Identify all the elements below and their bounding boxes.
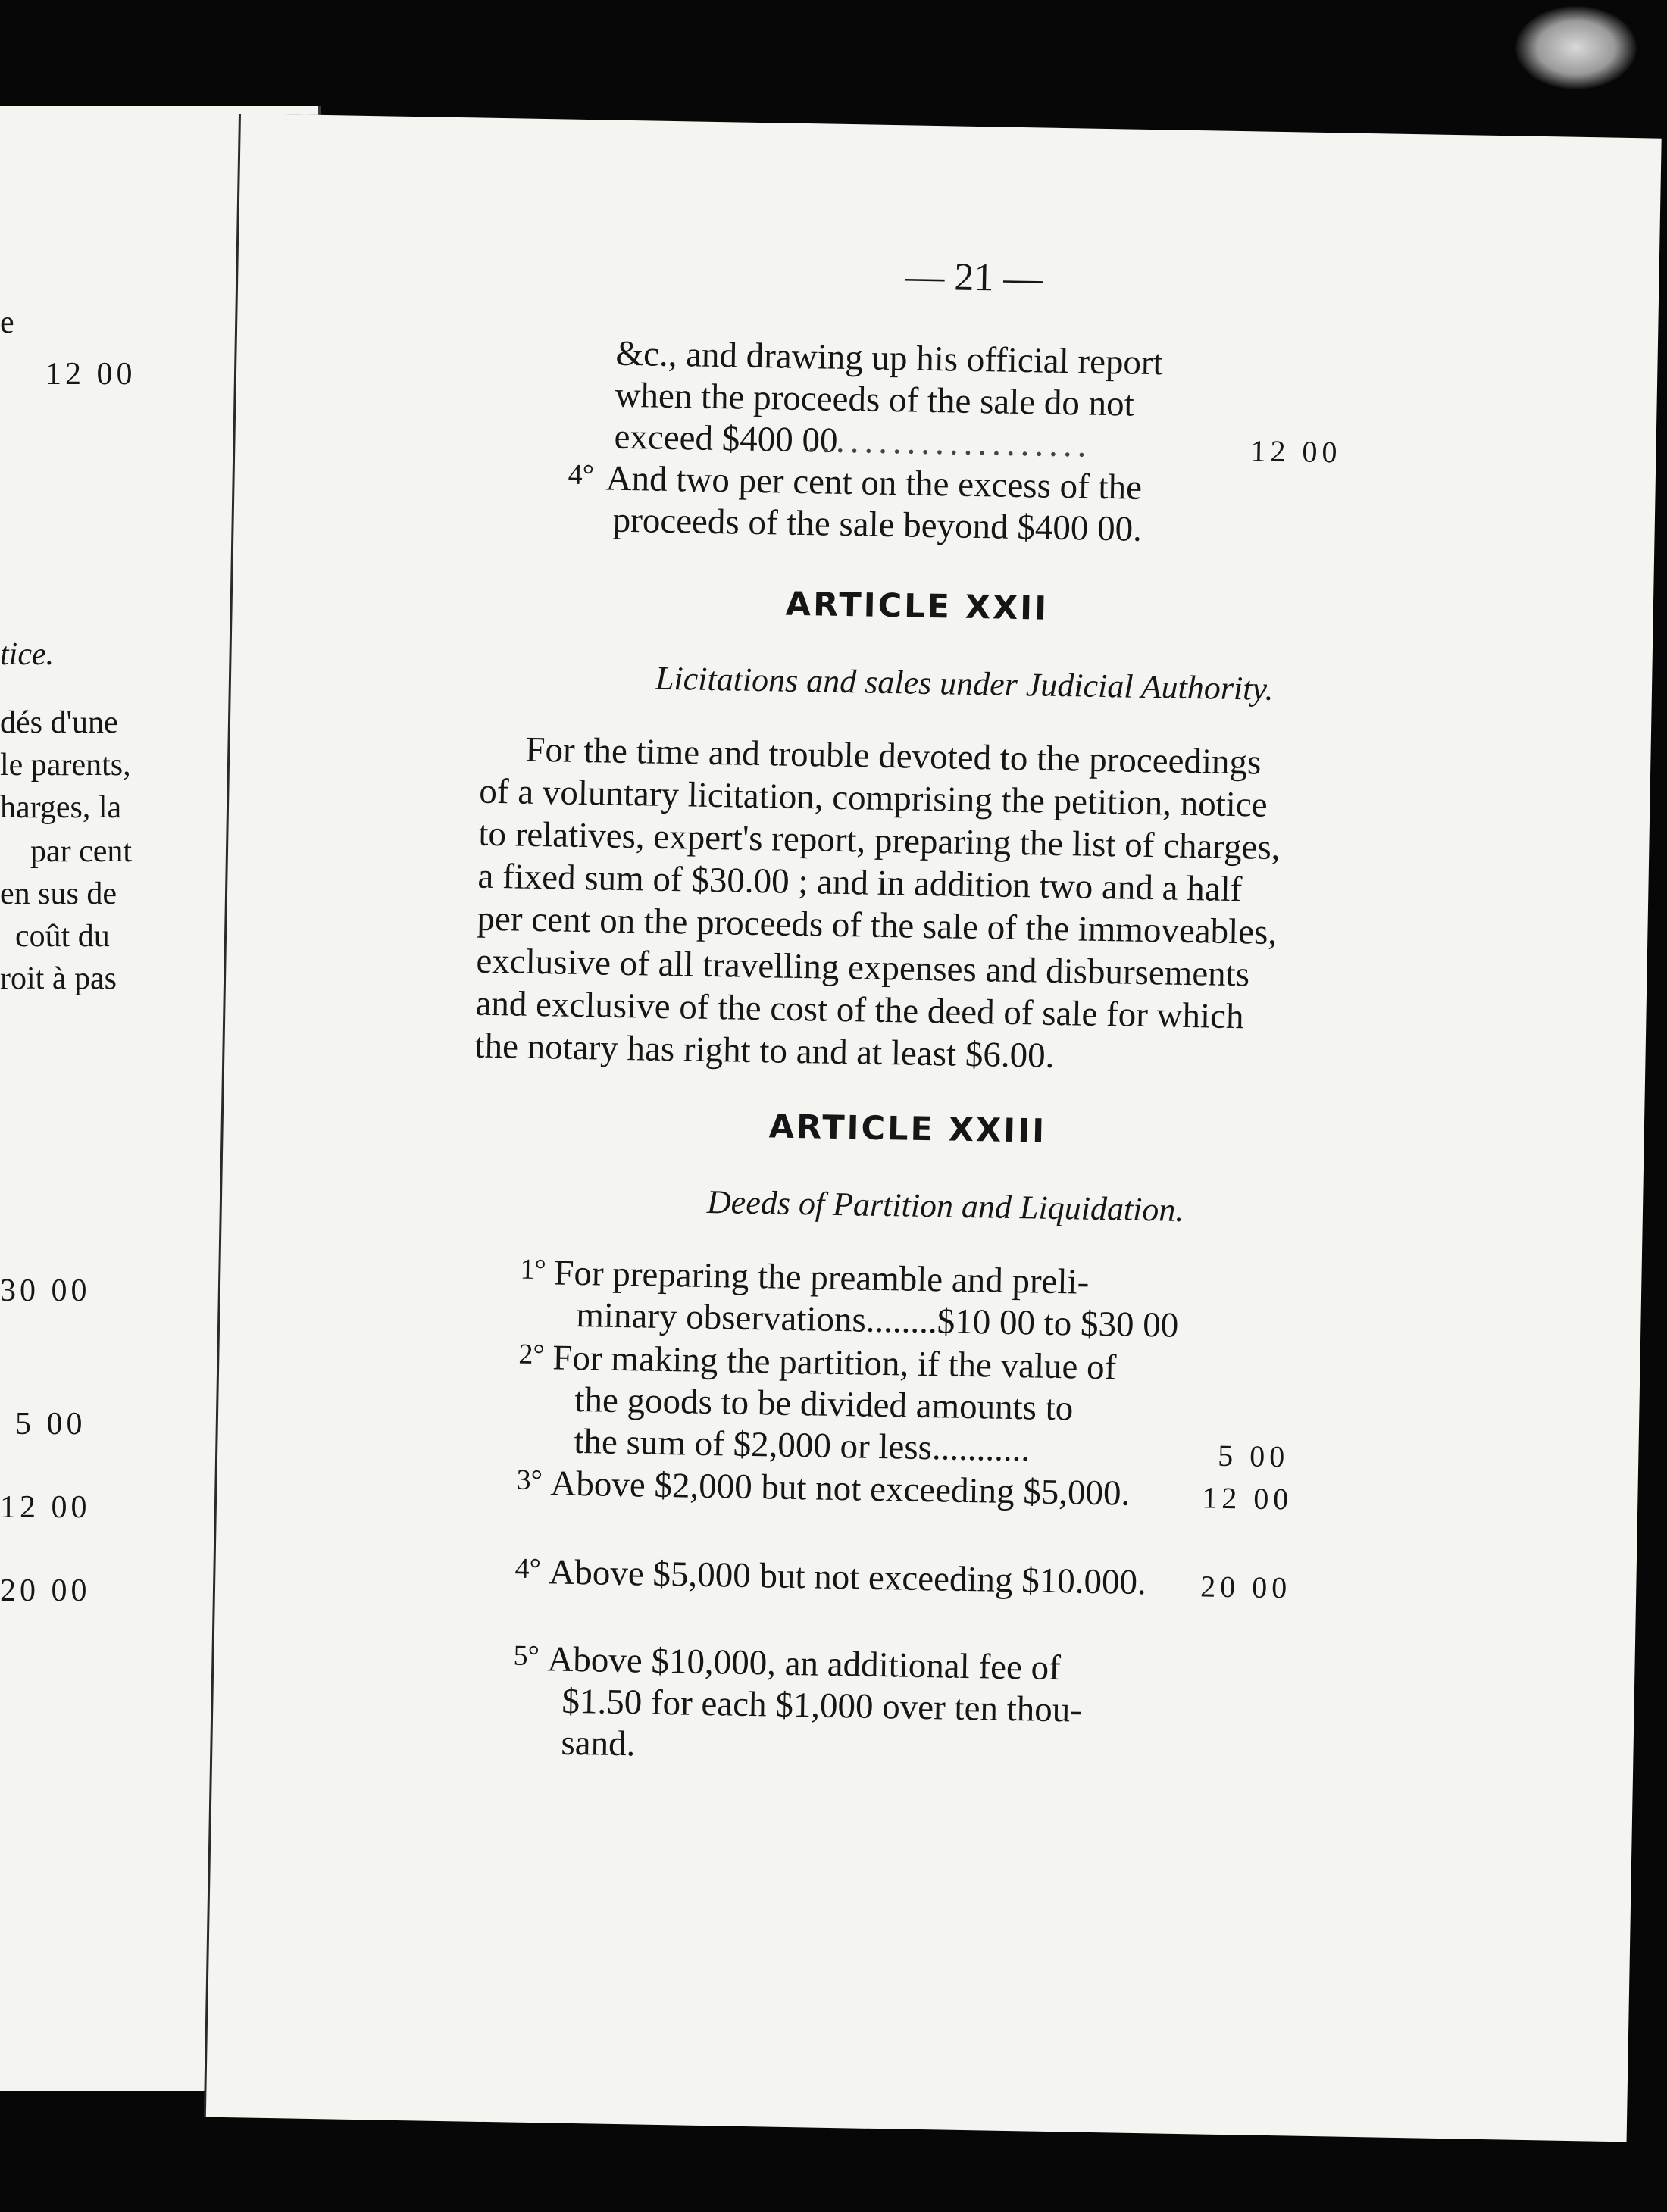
fee-amount: 12 00: [1250, 433, 1342, 470]
left-fragment: roit à pas: [0, 961, 117, 996]
text-line: Above $10,000, an additional fee of: [546, 1639, 1062, 1689]
item-number: 3°: [516, 1464, 543, 1497]
left-amount: 30 00: [0, 1273, 91, 1308]
text-line: For preparing the preamble and preli-: [553, 1253, 1090, 1302]
item-number: 1°: [520, 1253, 546, 1286]
text-line: And two per cent on the excess of the: [605, 458, 1143, 508]
text-line: sand.: [561, 1723, 636, 1764]
right-main-page: [206, 114, 1662, 2142]
fee-amount: 5 00: [1217, 1438, 1290, 1474]
text-line: the goods to be divided amounts to: [574, 1379, 1074, 1429]
paragraph-line: For the time and trouble devoted to the proceedings: [524, 730, 1262, 783]
left-amount: 20 00: [0, 1573, 91, 1608]
text-line: when the proceeds of the sale do not: [615, 375, 1135, 424]
text-line: Above $2,000 but not exceeding $5,000.: [550, 1464, 1131, 1514]
dot-leader: ....................: [807, 420, 1092, 465]
left-amount: 12 00: [45, 357, 136, 392]
page-number: — 21 —: [904, 255, 1043, 301]
left-fragment: en sus de: [0, 876, 117, 911]
text-line: Above $5,000 but not exceeding $10.000.: [549, 1552, 1147, 1603]
paragraph-line: the notary has right to and at least $6.00.: [474, 1026, 1055, 1076]
item-number: 4°: [568, 458, 595, 492]
left-fragment: tice.: [0, 637, 55, 672]
paragraph-line: to relatives, expert's report, preparing the list of charges,: [478, 814, 1281, 868]
paragraph-line: per cent on the proceeds of the sale of the immoveables,: [477, 898, 1278, 953]
left-fragment: coût du: [15, 919, 110, 954]
article-subheading: Licitations and sales under Judicial Authority.: [655, 659, 1274, 708]
left-amount: 12 00: [0, 1490, 91, 1525]
paragraph-line: exclusive of all travelling expenses and disbursements: [476, 941, 1250, 995]
left-fragment: harges, la: [0, 790, 122, 825]
article-subheading: Deeds of Partition and Liquidation.: [706, 1183, 1184, 1229]
text-line: For making the partition, if the value of: [552, 1338, 1117, 1388]
left-fragment: e: [0, 305, 14, 340]
text-line: exceed $400 00: [614, 417, 838, 461]
fee-amount: 12 00: [1201, 1480, 1293, 1517]
fee-amount: 20 00: [1199, 1569, 1292, 1605]
paragraph-line: of a voluntary licitation, comprising the petition, notice: [478, 771, 1268, 825]
text-line: minary observations........$10 00 to $30 00: [575, 1295, 1179, 1345]
paragraph-line: a fixed sum of $30.00 ; and in addition two and a half: [477, 856, 1243, 910]
item-number: 4°: [514, 1552, 542, 1586]
article-paragraph: [474, 728, 1484, 1085]
paragraph-line: and exclusive of the cost of the deed of sale for which: [475, 983, 1244, 1037]
left-fragment: le parents,: [0, 748, 131, 783]
text-line: $1.50 for each $1,000 over ten thou-: [561, 1681, 1083, 1730]
item-number: 2°: [518, 1338, 546, 1371]
article-heading: ARTICLE XXIII: [768, 1108, 1047, 1151]
item-number: 5°: [513, 1639, 540, 1673]
left-fragment: dés d'une: [0, 705, 118, 740]
text-line: &c., and drawing up his official report: [615, 333, 1164, 383]
text-line: the sum of $2,000 or less...........: [574, 1421, 1031, 1470]
ornament-decoration: [1515, 6, 1637, 89]
text-line: proceeds of the sale beyond $400 00.: [612, 500, 1143, 549]
left-fragment: par cent: [30, 834, 133, 869]
left-amount: 5 00: [15, 1407, 86, 1442]
article-heading: ARTICLE XXII: [785, 585, 1049, 628]
